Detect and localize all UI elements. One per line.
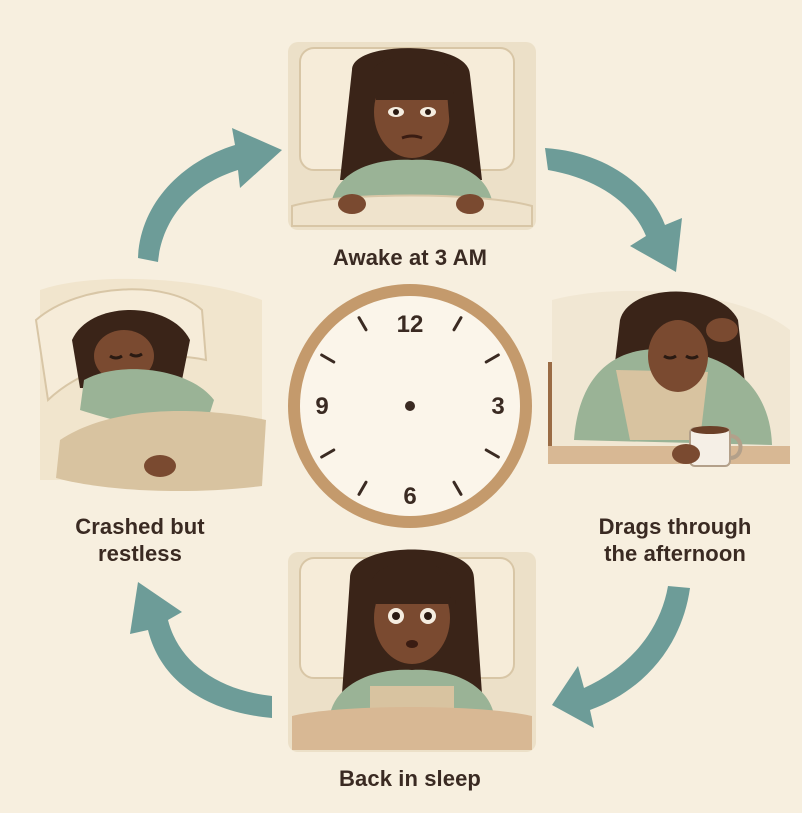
clock-label-9: 9: [315, 393, 329, 420]
arrow-top-left-icon: [138, 128, 282, 262]
step-caption-crashed-line1: Crashed but: [75, 514, 205, 539]
clock-label-6: 6: [403, 483, 417, 510]
wide-awake-in-bed-illustration: [288, 550, 536, 753]
tired-at-desk-with-coffee-illustration: [548, 291, 790, 466]
sleeping-on-side-illustration: [36, 279, 266, 491]
step-caption-drags: [560, 513, 790, 567]
step-caption-awake: Awake at 3 AM: [332, 245, 488, 270]
awake-in-bed-illustration: [288, 42, 536, 230]
clock: [288, 284, 532, 528]
step-caption-back-in-sleep: Back in sleep: [339, 766, 481, 791]
clock-center-dot: [405, 401, 415, 411]
step-caption-drags-line1: Drags through: [598, 514, 752, 539]
step-caption-drags-line2: the afternoon: [604, 541, 746, 566]
step-caption-crashed: [40, 513, 240, 567]
arrow-bottom-left-icon: [130, 582, 272, 718]
arrow-top-right-icon: [545, 148, 682, 272]
clock-label-12: 12: [396, 311, 424, 338]
arrow-bottom-right-icon: [552, 586, 690, 728]
clock-label-3: 3: [491, 393, 505, 420]
step-caption-crashed-line2: restless: [98, 541, 182, 566]
